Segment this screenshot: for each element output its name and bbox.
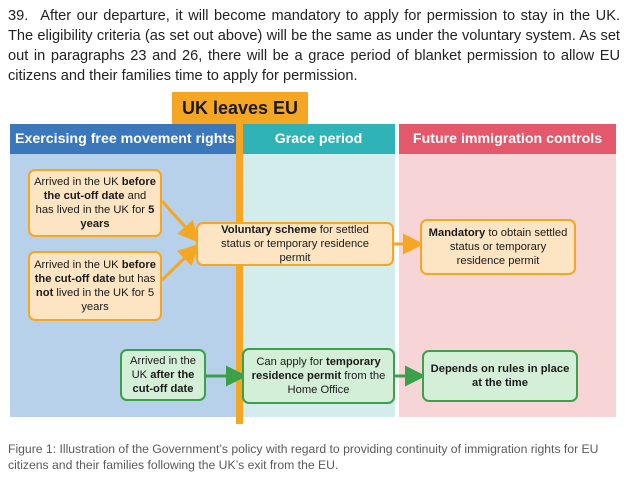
paragraph-39: [8, 6, 620, 86]
text: Arrived in the UK: [130, 355, 196, 381]
header-free-movement: Exercising free movement rights: [10, 124, 240, 154]
paragraph-number: 39.: [8, 8, 29, 24]
text-bold: 5 years: [80, 204, 155, 230]
box-depends-on-rules: Depends on rules in place at the time: [422, 350, 578, 402]
text: to obtain settled status or temporary residence permit: [449, 227, 568, 267]
text-bold: Mandatory: [428, 227, 486, 239]
text: Can apply for: [256, 356, 326, 368]
header-grace-period: Grace period: [242, 124, 395, 154]
box-voluntary-scheme: [196, 222, 394, 266]
text: Arrived in the UK: [34, 176, 122, 188]
text-bold: Voluntary scheme: [221, 224, 317, 236]
text: for settled status or temporary residence permit: [221, 224, 369, 264]
text-bold: before the cut-off date: [34, 259, 156, 285]
box-arrived-before-5-years: [28, 169, 162, 237]
text-bold: after the cut-off date: [132, 369, 195, 395]
paragraph-text: After our departure, it will become mandatory to apply for permission to stay in the UK. The eligibility criteria (as set out above) will be the same as under the voluntary system. As set out in paragraphs 23 and 26, there will be a grace period of blanket permission to allow EU citizens and their families time to apply for permission.: [8, 8, 620, 84]
text-bold: before the cut-off date: [43, 176, 156, 202]
text: but has: [115, 273, 156, 285]
box-arrived-after-cutoff: [120, 349, 206, 401]
text-bold: not: [35, 287, 54, 299]
uk-leaves-eu-label: UK leaves EU: [172, 92, 308, 124]
box-arrived-before-not-5-years: [28, 251, 162, 321]
header-future-controls: Future immigration controls: [399, 124, 616, 154]
text: and has lived in the UK for: [35, 190, 149, 216]
policy-diagram: [10, 90, 616, 430]
box-temporary-permit: [242, 348, 395, 404]
text: from the Home Office: [287, 370, 386, 396]
text: Arrived in the UK: [34, 259, 122, 271]
box-mandatory: [420, 219, 576, 275]
figure-caption: Figure 1: Illustration of the Government’s policy with regard to providing continuity of immigration rights for EU citizens and their families following the UK’s exit from the EU.: [8, 442, 599, 472]
text: lived in the UK for 5 years: [53, 287, 155, 313]
text-bold: temporary residence permit: [251, 356, 381, 382]
